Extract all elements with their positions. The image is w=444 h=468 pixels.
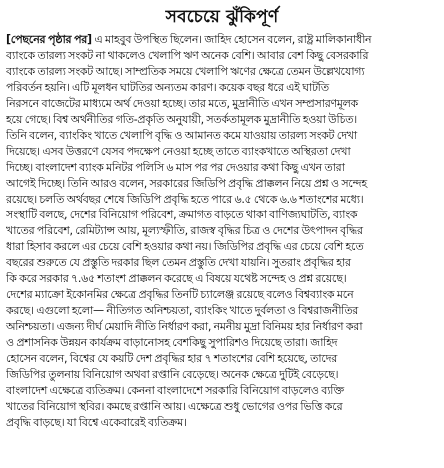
article-line: খাতের বিনিয়োগ স্থবির। কমছে রপ্তানি আয়। এক্ষেত্রে শুধু ভোগের ওপর ভিত্তি করে: [6, 399, 343, 413]
article-line: [পেছনের পৃষ্ঠার পর] এ মাহবুব উপস্থিত ছিলেন। জাহিদ হোসেন বলেন, রাষ্ট্র মালিকানাধীন: [6, 33, 372, 46]
article-line: আগেই দিচ্ছে। তিনি আরও বলেন, সরকারের জিডিপি প্রবৃদ্ধি প্রাক্কলন নিয়ে প্রশ্ন ও সন্দেহ: [6, 176, 367, 190]
article-line: ধারা হিসাব করলে এর চেয়ে বেশি হওয়ার কথা নয়। জিডিপির প্রবৃদ্ধি এর চেয়ে বেশি হতে: [6, 240, 364, 254]
article-line: দিয়েছে। এসব উত্তরণে যেসব পদক্ষেপ নেওয়া হচ্ছে তাতে ব্যাংকখাতে অস্থিরতা দেখা: [6, 144, 351, 158]
article-line: করছে। এগুলো হলো— নীতিগত অনিশ্চয়তা, ব্যাংকিং খাতে দুর্বলতা ও বিশ্বরাজনীতির: [6, 304, 359, 318]
article-line: নিরসনে বাজেটের মাধ্যমে অর্থ দেওয়া হচ্ছে। তার মতে, মুদ্রানীতি এখন সম্প্রসারণমূলক: [6, 96, 358, 110]
article-line: হয়ে গেছে। বিশ্ব অর্থনীতির গতি-প্রকৃতি অনুযায়ী, সতর্কতামূলক মুদ্রানীতি হওয়া উচিত।: [6, 112, 357, 126]
article-line: তিনি বলেন, ব্যাংকিং খাতে খেলাপি বৃদ্ধি ও আমানত কমে যাওয়ায় তারল্য সংকট দেখা: [6, 128, 357, 142]
article-line: বছরের শুরুতে যে প্রস্তুতি দরকার ছিল তেমন প্রস্তুতি দেখা যায়নি। সুতরাং প্রবৃদ্ধির হার: [6, 256, 351, 270]
article-line: বাংলাদেশ এক্ষেত্রে ব্যতিক্রম। কেননা বাংলাদেশে সরকারি বিনিয়োগ বাড়লেও ব্যক্তি: [6, 383, 344, 397]
article-line: অনিশ্চয়তা। এজন্য দীর্ঘ মেয়াদি নীতি নির্ধারণ করা, নমনীয় মুদ্রা বিনিময় হার নির্ধারণ করা: [6, 320, 363, 334]
article-line: দিচ্ছে। বাংলাদেশ ব্যাংক মনিটর পলিসি ৬ মাস পর পর দেওয়ার কথা কিছু এখন তারা: [6, 160, 345, 174]
headline: সবচেয়ে ঝুঁকিপূর্ণ: [165, 7, 279, 27]
article-line: কি করে সরকার ৭.৬৫ শতাংশ প্রাক্কলন করেছে এ বিষয়ে যথেষ্ট সন্দেহ ও প্রশ্ন রয়েছে।: [6, 272, 347, 286]
article-line: ও প্রশাসনিক উন্নয়ন কার্যক্রম বাড়ানোসহ বেশকিছু সুপারিশও দিয়েছে তারা। জাহিদ: [6, 336, 338, 350]
article-line: খাতের পরিবেশ, রেমিট্যান্স আয়, মূল্যস্ফীতি, রাজস্ব বৃদ্ধির চিত্র ও দেশের উৎপাদন বৃদ্ধির: [6, 224, 363, 238]
kicker: [পেছনের পৃষ্ঠার পর]: [6, 33, 92, 46]
article-line: পরিবর্তন হয়নি। এটি মূলধন ঘাটতির অন্যতম কারণ। কয়েক বছর ধরে এই ঘাটতি: [6, 80, 329, 94]
article-line: রয়েছে। চলতি অর্থবছর শেষে জিডিপি প্রবৃদ্ধি হতে পারে ৬.৫ থেকে ৬.৬ শতাংশের মধ্যে।: [6, 192, 364, 206]
article-line: দেশের ম্যাক্রো ইকোনমির ক্ষেত্রে প্রবৃদ্ধির তিনটি চ্যালেঞ্জ রয়েছে বলেও বিশ্বব্যাংক মনে: [6, 288, 354, 302]
article-line: হোসেন বলেন, বিশ্বের যে কয়টি দেশ প্রবৃদ্ধির হার ৭ শতাংশের বেশি হয়েছে, তাদের: [6, 352, 337, 366]
article-line: ব্যাংকে তারল্য সংকট না থাকলেও খেলাপি ঋণ অনেক বেশি। আবার বেশ কিছু বেসরকারি: [6, 48, 369, 62]
article-line: সংস্থাটি বলছে, দেশের বিনিয়োগ পরিবেশ, ক্রমাগত বাড়তে থাকা বাণিজ্যঘাটতি, ব্যাংক: [6, 208, 358, 222]
article-line: প্রবৃদ্ধি বাড়ছে। যা বিশ্বে একেবারেই ব্যতিক্রম।: [6, 415, 187, 429]
article-line: জিডিপির তুলনায় বিনিয়োগ অথবা রপ্তানি বেড়েছে। অনেক ক্ষেত্রে দুটিই বেড়েছে।: [6, 368, 339, 382]
article-body: [6, 32, 438, 431]
article-line: ব্যাংকে তারল্য সংকট আছে। সাম্প্রতিক সময়ে খেলাপি ঋণের ক্ষেত্রে তেমন উল্লেখযোগ্য: [6, 64, 365, 78]
